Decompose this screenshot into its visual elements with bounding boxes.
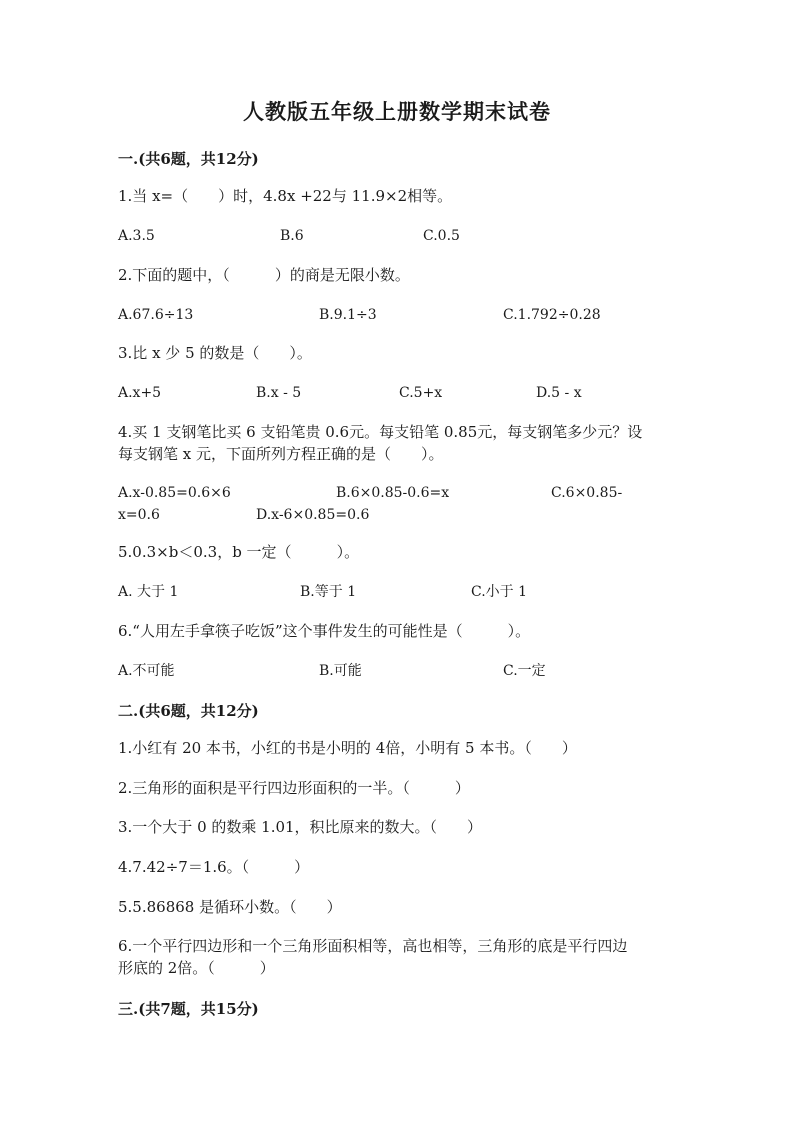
option-1-3-d: D.5 - x <box>536 385 582 401</box>
question-1-6: 6.“人用左手拿筷子吃饭”这个事件发生的可能性是（ ）。 <box>118 622 531 640</box>
option-1-5-a: A. 大于 1 <box>118 584 179 600</box>
option-1-6-c: C.一定 <box>503 663 546 679</box>
section-heading-2: 二.(共6题，共12分) <box>118 702 259 720</box>
option-1-4-d: D.x-6×0.85=0.6 <box>256 507 370 523</box>
question-2-2: 2.三角形的面积是平行四边形面积的一半。（ ） <box>118 779 470 797</box>
question-2-6-line1: 6.一个平行四边形和一个三角形面积相等，高也相等，三角形的底是平行四边 <box>118 937 628 955</box>
option-1-4-c: C.6×0.85- <box>551 485 623 501</box>
question-2-6-line2: 形底的 2倍。（ ） <box>118 959 275 977</box>
option-1-1-c: C.0.5 <box>423 228 460 244</box>
option-1-3-a: A.x+5 <box>118 385 162 401</box>
question-2-1: 1.小红有 20 本书，小红的书是小明的 4倍，小明有 5 本书。（ ） <box>118 739 577 757</box>
section-heading-1: 一.(共6题，共12分) <box>118 150 259 168</box>
question-2-5: 5.5.86868 是循环小数。（ ） <box>118 898 342 916</box>
question-1-5: 5.0.3×b＜0.3，b 一定（ ）。 <box>118 543 360 561</box>
question-1-4-line1: 4.买 1 支钢笔比买 6 支铅笔贵 0.6元。每支铅笔 0.85元，每支钢笔多少元？设 <box>118 423 643 441</box>
option-1-3-b: B.x - 5 <box>256 385 302 401</box>
option-1-4-a: A.x-0.85=0.6×6 <box>118 485 231 501</box>
option-1-5-b: B.等于 1 <box>300 584 357 600</box>
option-1-6-a: A.不可能 <box>118 663 175 679</box>
question-1-1: 1.当 x=（ ）时，4.8x +22与 11.9×2相等。 <box>118 187 453 205</box>
option-1-6-b: B.可能 <box>319 663 362 679</box>
page-title: 人教版五年级上册数学期末试卷 <box>243 99 551 124</box>
option-1-5-c: C.小于 1 <box>471 584 528 600</box>
section-heading-3: 三.(共7题，共15分) <box>118 1000 259 1018</box>
question-1-2: 2.下面的题中，（ ）的商是无限小数。 <box>118 266 410 284</box>
option-1-2-b: B.9.1÷3 <box>319 307 377 323</box>
question-2-3: 3.一个大于 0 的数乘 1.01，积比原来的数大。（ ） <box>118 818 483 836</box>
option-1-1-a: A.3.5 <box>118 228 155 244</box>
option-1-3-c: C.5+x <box>399 385 443 401</box>
option-1-2-c: C.1.792÷0.28 <box>503 307 601 323</box>
option-1-4-c-cont: x=0.6 <box>118 507 160 523</box>
question-2-4: 4.7.42÷7＝1.6。（ ） <box>118 858 310 876</box>
question-1-4-line2: 每支钢笔 x 元，下面所列方程正确的是（ ）。 <box>118 445 444 463</box>
option-1-1-b: B.6 <box>280 228 304 244</box>
option-1-2-a: A.67.6÷13 <box>118 307 194 323</box>
question-1-3: 3.比 x 少 5 的数是（ ）。 <box>118 344 312 362</box>
option-1-4-b: B.6×0.85-0.6=x <box>336 485 450 501</box>
